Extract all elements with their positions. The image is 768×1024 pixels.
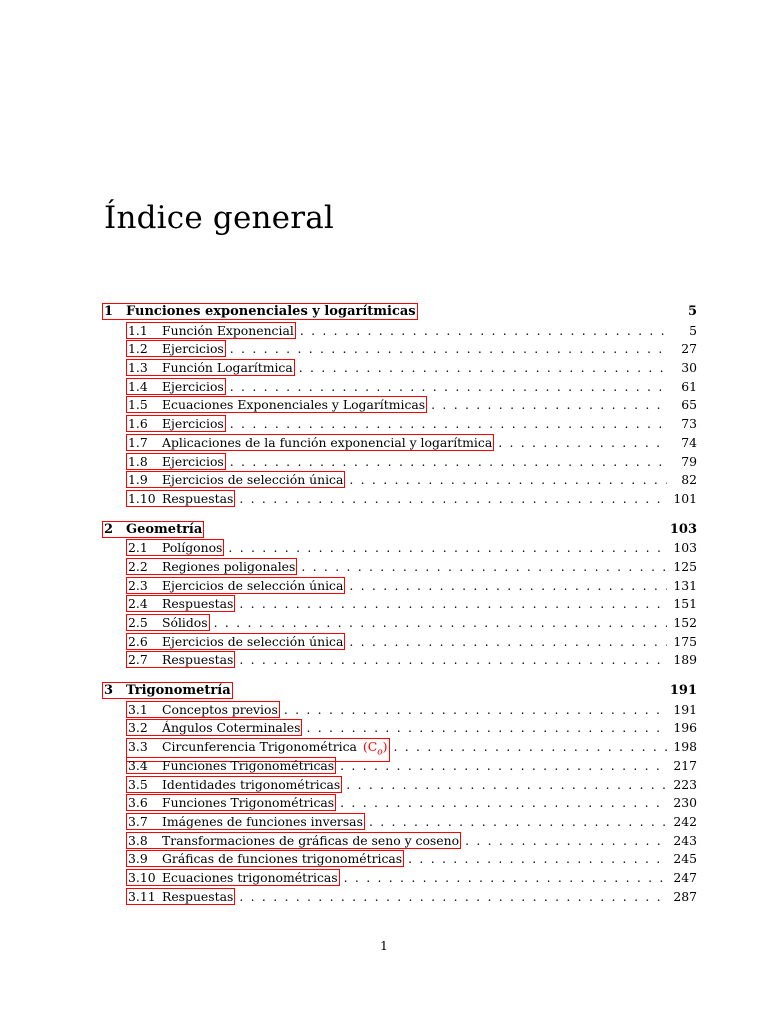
section-number: 2.6 <box>128 633 148 649</box>
section-title: Ejercicios <box>162 378 224 394</box>
section-title: Imágenes de funciones inversas <box>162 813 363 829</box>
section-title: Sólidos <box>162 615 208 630</box>
section-number: 3.8 <box>128 832 148 848</box>
toc-section-entry <box>104 558 697 577</box>
section-number: 1.1 <box>128 322 148 338</box>
dot-leader <box>344 869 667 888</box>
section-page-number: 131 <box>673 577 697 593</box>
section-title: Funciones Trigonométricas <box>162 795 335 811</box>
section-page-number: 30 <box>681 360 697 376</box>
section-title: Ángulos Coterminales <box>162 720 301 736</box>
section-number: 3.5 <box>128 776 148 792</box>
section-link[interactable] <box>126 614 210 631</box>
dot-leader <box>340 757 667 776</box>
dot-leader <box>230 378 667 397</box>
section-title: Funciones Trigonométricas <box>162 757 335 773</box>
dot-leader <box>340 794 667 813</box>
toc-section-entry <box>104 738 697 757</box>
toc-chapter <box>104 303 697 509</box>
toc-chapter-entry <box>104 682 697 701</box>
section-page-number: 230 <box>673 795 697 811</box>
chapter-page-number: 5 <box>687 304 697 319</box>
symbol-open: (C <box>362 739 378 755</box>
section-link[interactable] <box>126 378 226 395</box>
dot-leader <box>239 490 667 509</box>
section-page-number: 27 <box>681 341 697 357</box>
section-number: 3.4 <box>128 757 148 773</box>
dot-leader <box>239 595 667 614</box>
dot-leader <box>394 738 668 757</box>
dot-leader <box>230 415 667 434</box>
section-page-number: 151 <box>673 596 697 612</box>
section-number: 2.2 <box>128 558 148 574</box>
section-number: 2.1 <box>128 540 148 556</box>
section-page-number: 189 <box>673 652 697 668</box>
toc-section-entry <box>104 490 697 509</box>
section-title: Ejercicios de selección única <box>162 577 344 593</box>
toc-section-entry <box>104 434 697 453</box>
section-link[interactable] <box>126 757 336 774</box>
toc-section-entry <box>104 832 697 851</box>
dot-leader <box>284 701 667 720</box>
section-link[interactable] <box>126 595 235 612</box>
section-number: 2.4 <box>128 596 148 612</box>
section-page-number: 247 <box>673 869 697 885</box>
section-link[interactable] <box>126 340 226 357</box>
section-link[interactable] <box>126 434 494 451</box>
chapter-link[interactable] <box>102 682 233 699</box>
section-link[interactable] <box>126 415 226 432</box>
toc-section-entry <box>104 577 697 596</box>
section-link[interactable] <box>126 359 295 376</box>
dot-leader <box>228 539 667 558</box>
section-page-number: 101 <box>673 490 697 506</box>
toc-section-entry <box>104 539 697 558</box>
toc-section-entry <box>104 813 697 832</box>
section-link[interactable] <box>126 322 296 339</box>
section-page-number: 82 <box>681 472 697 488</box>
dot-leader <box>300 322 667 341</box>
section-title: Ejercicios de selección única <box>162 633 344 649</box>
section-link[interactable] <box>126 813 365 830</box>
section-page-number: 73 <box>681 416 697 432</box>
section-page-number: 196 <box>673 720 697 736</box>
page-title: Índice general <box>104 200 335 236</box>
section-number: 1.10 <box>128 490 156 506</box>
section-page-number: 65 <box>681 397 697 413</box>
section-number: 3.11 <box>128 888 156 904</box>
section-page-number: 152 <box>673 615 697 630</box>
toc-section-entry <box>104 719 697 738</box>
chapter-page-number: 191 <box>669 683 697 699</box>
chapter-number: 2 <box>104 521 114 537</box>
toc-section-entry <box>104 340 697 359</box>
section-link[interactable] <box>126 850 404 867</box>
dot-leader <box>498 434 667 453</box>
table-of-contents <box>104 303 697 918</box>
chapter-title: Trigonometría <box>126 683 231 699</box>
section-page-number: 191 <box>673 701 697 717</box>
section-number: 3.1 <box>128 701 148 717</box>
section-link[interactable] <box>126 633 345 650</box>
dot-leader <box>301 558 667 577</box>
dot-leader <box>306 719 667 738</box>
section-link[interactable] <box>126 453 226 470</box>
dot-leader <box>465 832 667 851</box>
section-link[interactable] <box>126 719 302 736</box>
section-page-number: 103 <box>673 540 697 556</box>
section-link[interactable] <box>126 832 461 849</box>
section-number: 3.6 <box>128 795 148 811</box>
section-link[interactable] <box>126 471 345 488</box>
section-link[interactable] <box>126 794 336 811</box>
section-number: 2.5 <box>128 615 148 630</box>
section-page-number: 175 <box>673 633 697 649</box>
chapter-number: 3 <box>104 683 114 699</box>
toc-section-entry <box>104 595 697 614</box>
section-title: Ecuaciones Exponenciales y Logarítmicas <box>162 397 426 413</box>
chapter-link[interactable] <box>102 303 418 320</box>
section-page-number: 245 <box>673 851 697 867</box>
section-page-number: 217 <box>673 757 697 773</box>
dot-leader <box>349 633 667 652</box>
section-title: Ejercicios <box>162 341 224 357</box>
toc-section-entry <box>104 415 697 434</box>
section-page-number: 5 <box>689 322 697 338</box>
section-number: 1.6 <box>128 416 148 432</box>
dot-leader <box>369 813 667 832</box>
toc-section-entry <box>104 794 697 813</box>
section-link[interactable] <box>126 869 340 886</box>
section-page-number: 287 <box>673 888 697 904</box>
dot-leader <box>230 340 667 359</box>
section-title: Regiones poligonales <box>162 558 296 574</box>
toc-section-entry <box>104 614 697 633</box>
toc-section-entry <box>104 651 697 670</box>
section-page-number: 125 <box>673 558 697 574</box>
section-link[interactable] <box>126 539 224 556</box>
section-title: Función Exponencial <box>162 322 294 338</box>
dot-leader <box>299 359 667 378</box>
dot-leader <box>239 651 667 670</box>
chapter-number: 1 <box>104 304 114 319</box>
section-number: 1.2 <box>128 341 148 357</box>
section-page-number: 79 <box>681 453 697 469</box>
dot-leader <box>349 471 667 490</box>
section-number: 3.3 <box>128 739 148 755</box>
section-link[interactable] <box>126 558 297 575</box>
section-number: 1.7 <box>128 434 148 450</box>
toc-section-entry <box>104 701 697 720</box>
dot-leader <box>346 776 667 795</box>
section-number: 1.8 <box>128 453 148 469</box>
toc-chapter-entry <box>104 303 697 322</box>
toc-section-entry <box>104 471 697 490</box>
section-number: 1.4 <box>128 378 148 394</box>
toc-section-entry <box>104 776 697 795</box>
section-title: Polígonos <box>162 540 223 556</box>
dot-leader <box>408 850 667 869</box>
section-number: 3.10 <box>128 869 156 885</box>
section-title: Respuestas <box>162 652 234 668</box>
dot-leader <box>230 453 667 472</box>
page-number: 1 <box>380 938 388 953</box>
section-page-number: 243 <box>673 832 697 848</box>
chapter-page-number: 103 <box>669 521 697 537</box>
section-title: Respuestas <box>162 888 234 904</box>
toc-section-entry <box>104 378 697 397</box>
toc-section-entry <box>104 396 697 415</box>
section-link[interactable] <box>126 577 345 594</box>
symbol-close: ) <box>382 739 388 755</box>
section-number: 3.2 <box>128 720 148 736</box>
symbol-subscript: o <box>377 747 383 758</box>
section-number: 3.9 <box>128 851 148 867</box>
dot-leader <box>214 614 667 633</box>
section-title: Gráficas de funciones trigonométricas <box>162 851 403 867</box>
section-number: 2.3 <box>128 577 148 593</box>
toc-section-entry <box>104 453 697 472</box>
section-number: 2.7 <box>128 652 148 668</box>
section-page-number: 242 <box>673 813 697 829</box>
section-title: Conceptos previos <box>162 701 278 717</box>
section-title: Transformaciones de gráficas de seno y coseno <box>162 832 460 848</box>
section-link[interactable] <box>126 701 280 718</box>
toc-section-entry <box>104 757 697 776</box>
section-link[interactable] <box>126 396 427 413</box>
section-number: 1.9 <box>128 472 148 488</box>
section-title: Identidades trigonométricas <box>162 776 341 792</box>
toc-section-entry <box>104 359 697 378</box>
section-link[interactable] <box>126 490 235 507</box>
section-page-number: 198 <box>673 739 697 755</box>
section-title: Circunferencia Trigonométrica <box>162 739 357 755</box>
toc-section-entry <box>104 633 697 652</box>
section-title: Ejercicios <box>162 453 224 469</box>
section-title: Ejercicios <box>162 416 224 432</box>
toc-section-entry <box>104 869 697 888</box>
section-link[interactable] <box>126 651 235 668</box>
section-number: 1.5 <box>128 397 148 413</box>
section-number: 3.7 <box>128 813 148 829</box>
toc-chapter-entry <box>104 521 697 540</box>
dot-leader <box>239 888 667 907</box>
section-title: Ejercicios de selección única <box>162 472 344 488</box>
dot-leader <box>349 577 667 596</box>
section-title: Aplicaciones de la función exponencial y logarítmica <box>162 434 493 450</box>
section-title: Respuestas <box>162 490 234 506</box>
section-title: Función Logarítmica <box>162 360 293 376</box>
section-link[interactable] <box>126 888 235 905</box>
toc-section-entry <box>104 322 697 341</box>
section-page-number: 74 <box>681 434 697 450</box>
section-page-number: 61 <box>681 378 697 394</box>
chapter-title: Funciones exponenciales y logarítmicas <box>126 304 416 319</box>
section-title: Respuestas <box>162 596 234 612</box>
chapter-title: Geometría <box>126 521 203 537</box>
toc-section-entry <box>104 888 697 907</box>
toc-chapter <box>104 521 697 671</box>
section-page-number: 223 <box>673 776 697 792</box>
section-link[interactable] <box>126 776 342 793</box>
toc-chapter <box>104 682 697 906</box>
toc-section-entry <box>104 850 697 869</box>
chapter-link[interactable] <box>102 521 204 538</box>
section-title: Ecuaciones trigonométricas <box>162 869 338 885</box>
dot-leader <box>431 396 667 415</box>
section-number: 1.3 <box>128 360 148 376</box>
